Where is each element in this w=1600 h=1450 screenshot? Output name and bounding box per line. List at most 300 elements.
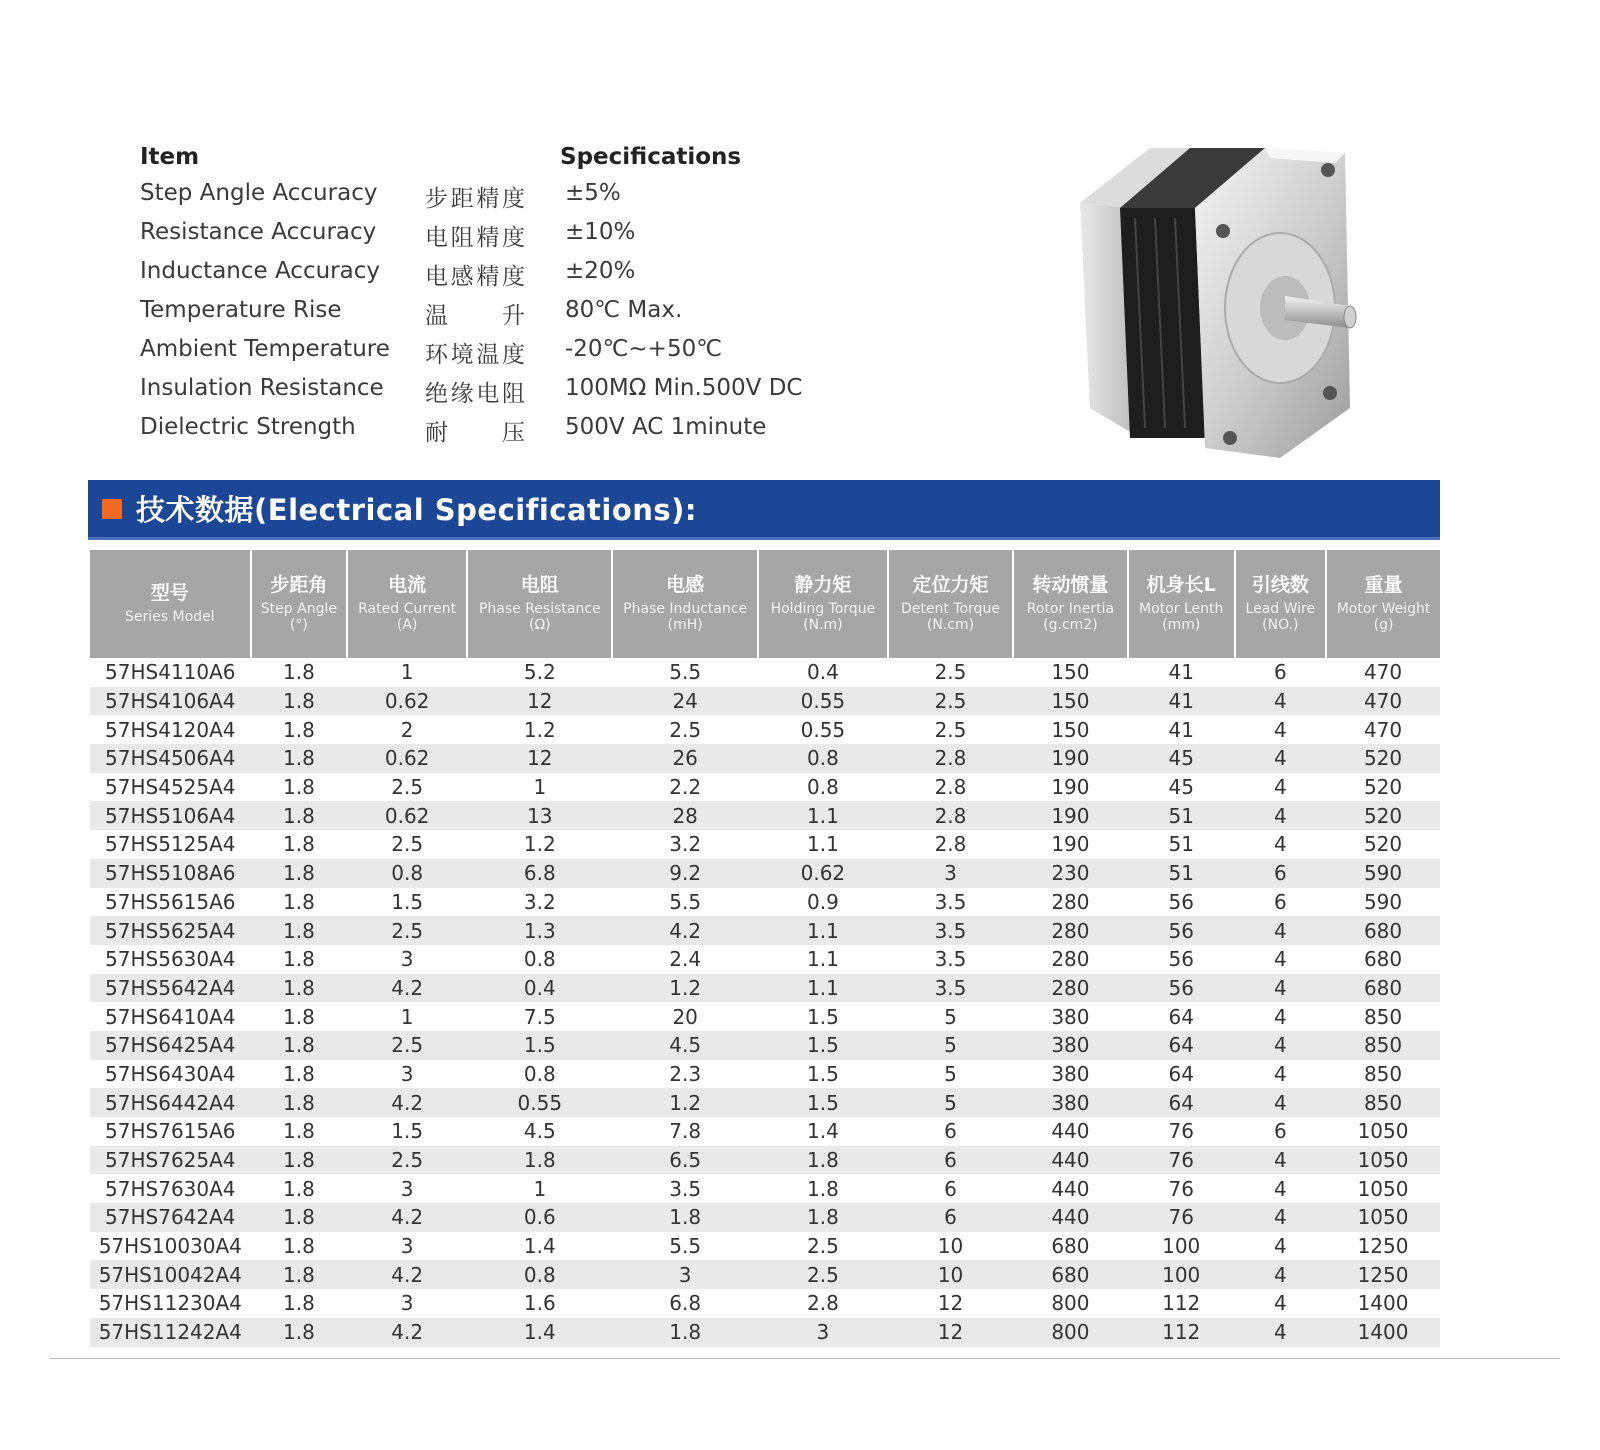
- spec-name-cn: 步距精度: [425, 186, 525, 212]
- table-cell: 4: [1235, 687, 1326, 716]
- table-cell: 1.5: [806, 1061, 839, 1086]
- table-row: [90, 1289, 1440, 1318]
- column-header: [612, 550, 757, 658]
- model-cell: 57HS4525A4: [105, 775, 236, 800]
- model-cell: 57HS11230A4: [98, 1291, 242, 1316]
- table-cell: 1.3: [467, 916, 612, 945]
- table-cell: 1.8: [282, 947, 315, 972]
- column-header: [1013, 550, 1128, 658]
- column-header-en: Motor Lenth: [1139, 600, 1224, 617]
- table-cell: 1.8: [612, 1318, 757, 1347]
- table-cell: 1.1: [758, 916, 888, 945]
- spec-row: [140, 373, 860, 412]
- table-cell: 800: [1051, 1291, 1090, 1316]
- table-cell: 4: [1235, 1318, 1326, 1347]
- table-cell: 590: [1363, 889, 1403, 914]
- spec-name-cn: 电感精度: [425, 264, 525, 290]
- table-cell: 280: [1051, 947, 1090, 972]
- column-header-en: Phase Inductance: [623, 600, 748, 617]
- table-cell: 850: [1326, 1031, 1440, 1060]
- table-cell: 190: [1013, 801, 1128, 830]
- column-header-cn: 电阻: [520, 573, 559, 596]
- table-cell: 1.8: [251, 1203, 348, 1232]
- table-cell: 1.8: [251, 687, 348, 716]
- table-cell: 380: [1051, 1061, 1090, 1086]
- column-header-en: Step Angle: [260, 600, 337, 617]
- table-cell: 3.5: [934, 889, 967, 914]
- table-cell: 850: [1363, 1061, 1403, 1086]
- table-cell: 5.2: [523, 660, 556, 685]
- table-cell: 1.5: [391, 1119, 424, 1144]
- table-cell: 590: [1326, 859, 1440, 888]
- column-header-cn: 转动惯量: [1032, 573, 1109, 596]
- table-cell: 3.2: [523, 889, 556, 914]
- table-cell: 56: [1168, 947, 1194, 972]
- table-cell: 4.2: [347, 1203, 467, 1232]
- table-cell: 2.5: [934, 717, 967, 742]
- table-cell: 230: [1013, 859, 1128, 888]
- table-cell: 12: [888, 1318, 1013, 1347]
- table-cell: 1.8: [251, 916, 348, 945]
- table-cell: 1.8: [282, 1176, 315, 1201]
- model-cell: 57HS10042A4: [90, 1260, 251, 1289]
- table-cell: 1.8: [467, 1146, 612, 1175]
- model-cell: 57HS7642A4: [90, 1203, 251, 1232]
- table-cell: 190: [1051, 832, 1090, 857]
- table-cell: 4: [1273, 1176, 1287, 1201]
- table-cell: 1.2: [612, 1088, 757, 1117]
- table-cell: 0.8: [523, 1061, 556, 1086]
- table-cell: 0.8: [347, 859, 467, 888]
- table-cell: 0.62: [347, 744, 467, 773]
- spec-row: [140, 256, 860, 295]
- orange-square-icon: [102, 499, 122, 519]
- spec-name-en: Step Angle Accuracy: [140, 180, 378, 206]
- table-cell: 2.5: [391, 832, 424, 857]
- table-cell: 0.62: [347, 801, 467, 830]
- table-cell: 520: [1363, 775, 1403, 800]
- table-cell: 1.8: [282, 889, 315, 914]
- table-cell: 41: [1168, 660, 1194, 685]
- table-cell: 1250: [1357, 1234, 1409, 1259]
- table-cell: 150: [1051, 717, 1090, 742]
- table-cell: 64: [1128, 1088, 1235, 1117]
- table-cell: 3: [400, 947, 414, 972]
- model-cell: 57HS4120A4: [105, 717, 236, 742]
- column-header-en: Rotor Inertia: [1026, 600, 1115, 617]
- table-cell: 680: [1326, 974, 1440, 1003]
- table-cell: 4: [1235, 744, 1326, 773]
- column-header: [1235, 550, 1326, 658]
- table-cell: 4: [1273, 832, 1287, 857]
- table-cell: 6: [1273, 1119, 1287, 1144]
- table-cell: 1.4: [523, 1234, 556, 1259]
- table-cell: 6.5: [612, 1146, 757, 1175]
- table-cell: 45: [1168, 775, 1194, 800]
- spec-value: ±5%: [565, 180, 621, 206]
- spec-row: [140, 412, 860, 451]
- table-body: [90, 658, 1440, 1347]
- table-cell: 1.1: [758, 801, 888, 830]
- table-cell: 3.5: [669, 1176, 702, 1201]
- table-cell: 4.2: [347, 1260, 467, 1289]
- spec-name-en: Ambient Temperature: [140, 336, 390, 362]
- table-row: [90, 1117, 1440, 1146]
- table-cell: 1400: [1357, 1291, 1409, 1316]
- table-row: [90, 1031, 1440, 1060]
- spec-name-en: Temperature Rise: [140, 297, 342, 323]
- table-row: [90, 1088, 1440, 1117]
- column-header-cn: 电感: [666, 573, 705, 596]
- table-cell: 280: [1051, 889, 1090, 914]
- table-cell: 1.8: [282, 1004, 315, 1029]
- table-header-row: [90, 550, 1440, 658]
- table-cell: 3: [888, 859, 1013, 888]
- table-cell: 112: [1128, 1318, 1235, 1347]
- column-header-cn: 型号: [150, 582, 189, 605]
- table-cell: 2.2: [669, 775, 702, 800]
- table-cell: 1.8: [251, 859, 348, 888]
- model-cell: 57HS6442A4: [90, 1088, 251, 1117]
- table-cell: 3: [612, 1260, 757, 1289]
- spec-name-en: Resistance Accuracy: [140, 219, 377, 245]
- table-cell: 6.8: [467, 859, 612, 888]
- column-header-unit: (g.cm2): [1043, 616, 1098, 633]
- table-cell: 440: [1013, 1203, 1128, 1232]
- table-cell: 380: [1013, 1088, 1128, 1117]
- table-cell: 1.8: [251, 1318, 348, 1347]
- table-cell: 13: [467, 801, 612, 830]
- table-row: [90, 830, 1440, 859]
- table-cell: 24: [612, 687, 757, 716]
- table-cell: 4: [1273, 1004, 1287, 1029]
- column-header-en: Phase Resistance: [478, 600, 601, 617]
- table-cell: 76: [1128, 1146, 1235, 1175]
- table-cell: 1.8: [282, 832, 315, 857]
- column-header-unit: (N.m): [803, 616, 843, 633]
- table-cell: 3: [400, 1234, 414, 1259]
- table-row: [90, 1174, 1440, 1203]
- table-cell: 280: [1013, 916, 1128, 945]
- stepper-motor-image: [1080, 108, 1380, 468]
- table-cell: 4: [1273, 1234, 1287, 1259]
- table-cell: 0.4: [806, 660, 839, 685]
- table-cell: 520: [1326, 801, 1440, 830]
- spec-value: 500V AC 1minute: [565, 414, 767, 440]
- table-cell: 5.5: [669, 1234, 702, 1259]
- table-row: [90, 801, 1440, 830]
- table-row: [90, 1260, 1440, 1289]
- table-cell: 4.2: [347, 1318, 467, 1347]
- table-cell: 5: [944, 1004, 957, 1029]
- table-cell: 2.5: [391, 775, 424, 800]
- table-cell: 12: [467, 744, 612, 773]
- table-cell: 64: [1168, 1004, 1194, 1029]
- table-cell: 6: [1235, 859, 1326, 888]
- table-row: [90, 916, 1440, 945]
- table-cell: 4.2: [347, 974, 467, 1003]
- table-cell: 1.8: [251, 1031, 348, 1060]
- table-cell: 4.2: [612, 916, 757, 945]
- table-cell: 0.55: [800, 717, 846, 742]
- spec-value: ±20%: [565, 258, 636, 284]
- table-cell: 2.8: [806, 1291, 839, 1316]
- column-header-cn: 机身长L: [1146, 573, 1216, 596]
- table-cell: 76: [1168, 1119, 1194, 1144]
- table-cell: 1: [400, 1004, 414, 1029]
- table-cell: 1050: [1357, 1119, 1409, 1144]
- table-cell: 1.5: [806, 1004, 839, 1029]
- table-cell: 41: [1128, 687, 1235, 716]
- column-header-en: Rated Current: [358, 600, 457, 617]
- table-cell: 4: [1235, 1031, 1326, 1060]
- column-header: [467, 550, 612, 658]
- table-cell: 2.8: [934, 775, 967, 800]
- column-header-cn: 电流: [388, 573, 427, 596]
- spec-name-cn: 温升: [425, 303, 525, 329]
- spec-value: -20℃~+50℃: [565, 336, 723, 362]
- column-header-unit: (mH): [667, 616, 703, 633]
- bottom-divider: [50, 1358, 1560, 1359]
- table-cell: 440: [1051, 1176, 1090, 1201]
- table-cell: 2.4: [669, 947, 702, 972]
- table-row: [90, 715, 1440, 744]
- table-cell: 1.2: [523, 717, 556, 742]
- table-cell: 3.2: [669, 832, 702, 857]
- table-cell: 4: [1235, 801, 1326, 830]
- table-cell: 0.8: [523, 947, 556, 972]
- table-cell: 51: [1168, 832, 1194, 857]
- table-cell: 2.5: [888, 687, 1013, 716]
- column-header: [251, 550, 348, 658]
- table-row: [90, 1002, 1440, 1031]
- table-cell: 4: [1273, 775, 1287, 800]
- model-cell: 57HS7615A6: [105, 1119, 236, 1144]
- table-cell: 2.8: [888, 801, 1013, 830]
- spec-name-en: Insulation Resistance: [140, 375, 384, 401]
- table-cell: 1.6: [523, 1291, 556, 1316]
- column-header-cn: 静力矩: [794, 573, 852, 596]
- table-cell: 6: [944, 1176, 957, 1201]
- table-cell: 2.5: [669, 717, 702, 742]
- model-cell: 57HS5106A4: [90, 801, 251, 830]
- table-cell: 380: [1051, 1004, 1090, 1029]
- table-cell: 10: [937, 1234, 964, 1259]
- spec-name-cn: 绝缘电阻: [425, 381, 525, 407]
- table-cell: 1.8: [251, 1260, 348, 1289]
- table-cell: 1.5: [391, 889, 424, 914]
- table-cell: 3: [400, 1291, 414, 1316]
- table-cell: 680: [1051, 1234, 1090, 1259]
- model-cell: 57HS5625A4: [90, 916, 251, 945]
- table-cell: 6: [944, 1119, 957, 1144]
- table-cell: 6.8: [669, 1291, 702, 1316]
- spec-row: [140, 178, 860, 217]
- column-header-cn: 引线数: [1251, 573, 1309, 596]
- table-cell: 2.5: [806, 1234, 839, 1259]
- table-cell: 51: [1128, 859, 1235, 888]
- specifications-heading: Specifications: [560, 144, 742, 170]
- table-cell: 800: [1013, 1318, 1128, 1347]
- model-cell: 57HS5642A4: [90, 974, 251, 1003]
- table-cell: 2.3: [669, 1061, 702, 1086]
- table-cell: 3: [400, 1061, 414, 1086]
- column-header-en: Series Model: [125, 608, 215, 625]
- table-cell: 520: [1326, 744, 1440, 773]
- table-cell: 6: [888, 1203, 1013, 1232]
- table-cell: 1.4: [806, 1119, 839, 1144]
- table-cell: 1: [400, 660, 414, 685]
- table-cell: 76: [1128, 1203, 1235, 1232]
- table-row: [90, 1060, 1440, 1089]
- table-cell: 380: [1013, 1031, 1128, 1060]
- column-header-unit: (A): [396, 616, 418, 633]
- spec-name-en: Inductance Accuracy: [140, 258, 380, 284]
- table-cell: 2.5: [347, 1031, 467, 1060]
- spec-row: [140, 295, 860, 334]
- table-cell: 150: [1013, 687, 1128, 716]
- table-cell: 5.5: [669, 889, 702, 914]
- spec-name-en: Dielectric Strength: [140, 414, 356, 440]
- table-row: [90, 1232, 1440, 1261]
- table-cell: 1050: [1326, 1146, 1440, 1175]
- table-row: [90, 888, 1440, 917]
- table-cell: 45: [1128, 744, 1235, 773]
- electrical-specifications-table: [90, 550, 1440, 1347]
- column-header-unit: (g): [1373, 616, 1394, 633]
- spec-value: ±10%: [565, 219, 636, 245]
- table-cell: 470: [1363, 717, 1403, 742]
- table-row: [90, 744, 1440, 773]
- table-cell: 680: [1363, 947, 1403, 972]
- table-cell: 470: [1326, 687, 1440, 716]
- table-cell: 1.8: [758, 1146, 888, 1175]
- column-header: [90, 550, 251, 658]
- table-cell: 1.8: [282, 1061, 315, 1086]
- table-cell: 64: [1128, 1031, 1235, 1060]
- column-header: [347, 550, 467, 658]
- table-cell: 1.1: [758, 974, 888, 1003]
- table-cell: 850: [1363, 1004, 1403, 1029]
- model-cell: 57HS6425A4: [90, 1031, 251, 1060]
- table-cell: 100: [1162, 1234, 1201, 1259]
- spec-name-cn: 耐压: [425, 420, 525, 446]
- table-cell: 4.2: [347, 1088, 467, 1117]
- table-cell: 4: [1235, 1146, 1326, 1175]
- table-cell: 1.2: [612, 974, 757, 1003]
- spec-name-cn: 电阻精度: [425, 225, 525, 251]
- table-cell: 2.8: [934, 832, 967, 857]
- table-cell: 100: [1128, 1260, 1235, 1289]
- table-cell: 1.8: [251, 974, 348, 1003]
- table-cell: 0.62: [758, 859, 888, 888]
- table-cell: 41: [1168, 717, 1194, 742]
- table-cell: 4: [1235, 974, 1326, 1003]
- column-header: [758, 550, 888, 658]
- spec-value: 100MΩ Min.500V DC: [565, 375, 803, 401]
- table-cell: 1.8: [758, 1203, 888, 1232]
- stepper-motor-icon: [1080, 108, 1380, 468]
- table-cell: 1.8: [612, 1203, 757, 1232]
- table-cell: 51: [1128, 801, 1235, 830]
- table-cell: 1.1: [806, 832, 839, 857]
- table-row: [90, 1318, 1440, 1347]
- table-cell: 5: [944, 1061, 957, 1086]
- column-header-unit: (NO.): [1262, 616, 1299, 633]
- table-cell: 190: [1013, 744, 1128, 773]
- table-cell: 1.8: [806, 1176, 839, 1201]
- model-cell: 57HS6410A4: [105, 1004, 236, 1029]
- table-cell: 3.5: [888, 974, 1013, 1003]
- column-header: [888, 550, 1013, 658]
- item-heading: Item: [140, 144, 200, 170]
- table-cell: 440: [1013, 1146, 1128, 1175]
- table-cell: 1.8: [251, 801, 348, 830]
- table-cell: 150: [1051, 660, 1090, 685]
- spec-name-cn: 环境温度: [425, 342, 525, 368]
- banner-title: 技术数据(Electrical Specifications):: [136, 493, 698, 527]
- column-header-en: Holding Torque: [770, 600, 876, 617]
- table-cell: 1.8: [282, 1234, 315, 1259]
- table-cell: 1.8: [282, 1291, 315, 1316]
- table-cell: 3: [758, 1318, 888, 1347]
- table-cell: 0.55: [467, 1088, 612, 1117]
- table-cell: 4.5: [523, 1119, 556, 1144]
- table-cell: 1.5: [758, 1031, 888, 1060]
- table-cell: 1: [533, 1176, 547, 1201]
- model-cell: 57HS5125A4: [105, 832, 236, 857]
- table-cell: 0.4: [467, 974, 612, 1003]
- table-row: [90, 1203, 1440, 1232]
- column-header-unit: (mm): [1162, 616, 1201, 633]
- table-cell: 1.4: [467, 1318, 612, 1347]
- column-header-en: Detent Torque: [901, 600, 1000, 617]
- table-cell: 5: [888, 1031, 1013, 1060]
- table-cell: 4: [1235, 1203, 1326, 1232]
- table-cell: 4: [1273, 947, 1287, 972]
- column-header-unit: (N.cm): [926, 616, 975, 633]
- table-cell: 2.5: [934, 660, 967, 685]
- table-cell: 4.5: [612, 1031, 757, 1060]
- table-cell: 2: [400, 717, 414, 742]
- table-cell: 56: [1128, 916, 1235, 945]
- model-cell: 57HS5630A4: [105, 947, 236, 972]
- table-cell: 0.62: [347, 687, 467, 716]
- table-cell: 20: [672, 1004, 698, 1029]
- table-cell: 4: [1235, 1260, 1326, 1289]
- column-header-unit: (Ω): [528, 616, 551, 633]
- table-cell: 7.8: [669, 1119, 702, 1144]
- table-cell: 1250: [1326, 1260, 1440, 1289]
- column-header-cn: 定位力矩: [912, 573, 989, 596]
- table-cell: 4: [1235, 916, 1326, 945]
- table-cell: 0.8: [467, 1260, 612, 1289]
- model-cell: 57HS10030A4: [98, 1234, 242, 1259]
- table-cell: 6: [1273, 889, 1287, 914]
- table-cell: 2.8: [888, 744, 1013, 773]
- table-row: [90, 1146, 1440, 1175]
- table-cell: 440: [1051, 1119, 1090, 1144]
- table-cell: 5: [888, 1088, 1013, 1117]
- table-row: [90, 945, 1440, 974]
- table-cell: 280: [1013, 974, 1128, 1003]
- spec-row: [140, 217, 860, 256]
- table-cell: 12: [937, 1291, 964, 1316]
- column-header-en: Motor Weight: [1336, 600, 1431, 617]
- spec-row: [140, 334, 860, 373]
- model-cell: 57HS11242A4: [90, 1318, 251, 1347]
- spec-value: 80℃ Max.: [565, 297, 683, 323]
